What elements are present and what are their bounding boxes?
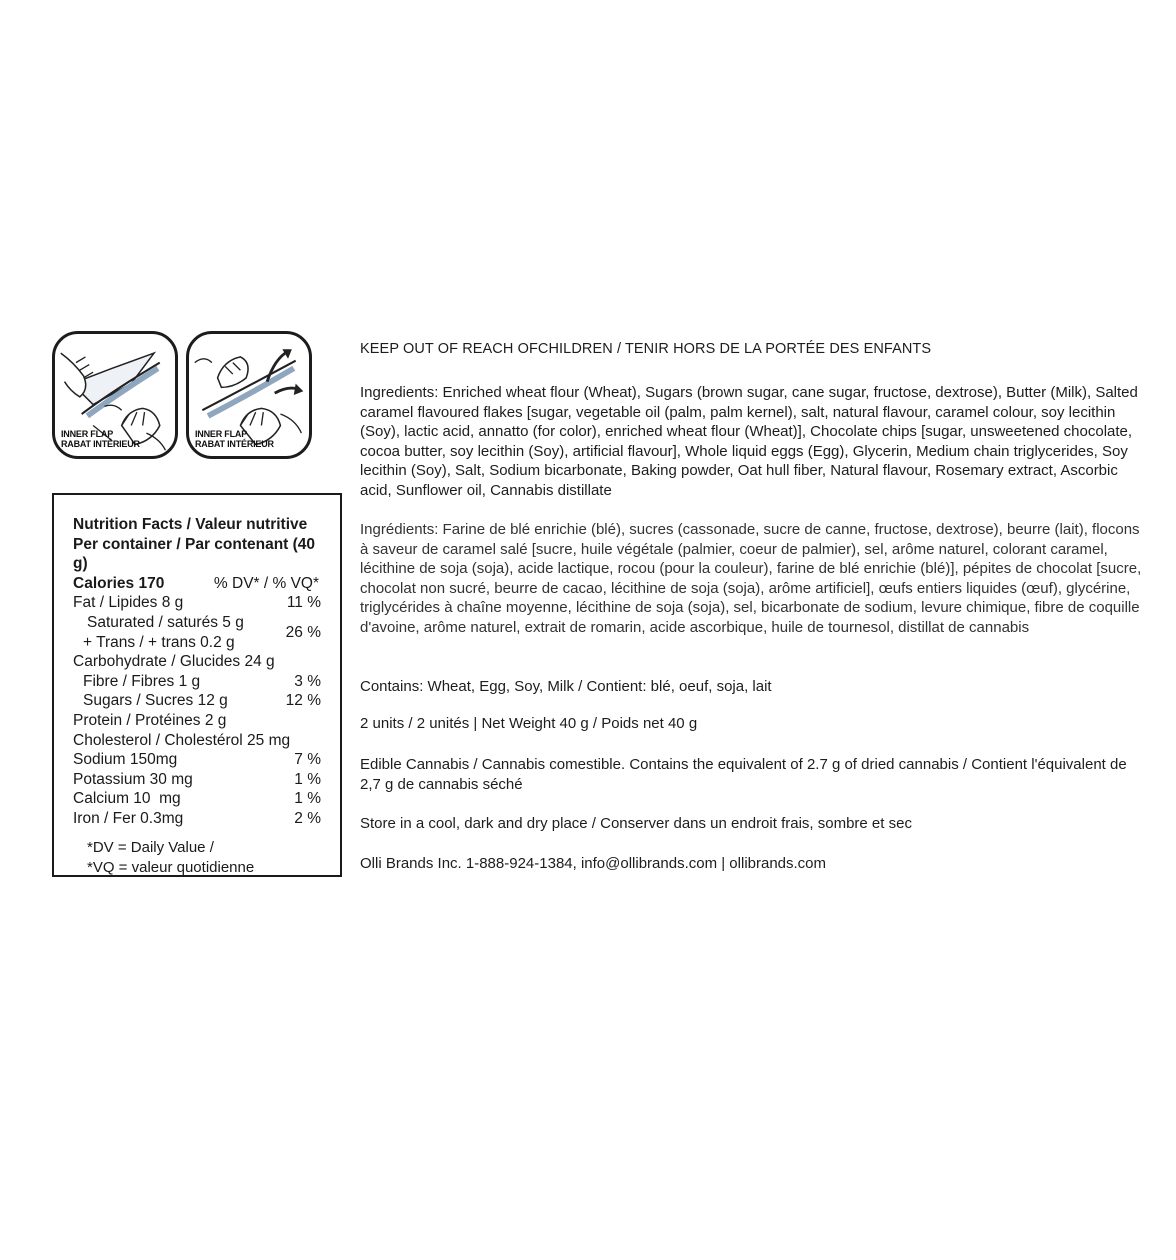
cannabis-equivalency: Edible Cannabis / Cannabis comestible. Contains the equivalent of 2.7 g of dried cannabis / Contient l'équivalent de 2,7 g de cannabis séché [360, 756, 1127, 793]
sodium-dv: 7 % [294, 751, 321, 769]
caption-fr: RABAT INTÉRIEUR [61, 439, 140, 449]
calories-label: Calories 170 [73, 574, 165, 592]
flap-caption [61, 429, 140, 449]
sugars-label: Sugars / Sucres 12 g [83, 692, 228, 710]
sugars-row [73, 691, 321, 711]
saturated-label: Saturated / saturés 5 g [87, 613, 244, 631]
open-inner-flap-step-1-icon [52, 331, 178, 459]
potassium-dv: 1 % [294, 770, 321, 788]
potassium-label: Potassium 30 mg [73, 770, 193, 788]
calories-row [73, 574, 321, 594]
open-inner-flap-step-2-icon [186, 331, 312, 459]
dv-footnote [73, 838, 321, 878]
potassium-row [73, 770, 321, 790]
company-contact: Olli Brands Inc. 1-888-924-1384, info@ollibrands.com | ollibrands.com [360, 855, 827, 872]
child-warning: KEEP OUT OF REACH OFCHILDREN / TENIR HORS DE LA PORTÉE DES ENFANTS [360, 341, 932, 357]
fibre-row [73, 672, 321, 692]
trans-label: + Trans / + trans 0.2 g [83, 633, 235, 651]
dv-header: % DV* / % VQ* [213, 574, 319, 592]
per-container: Per container / Par contenant (40 g) [73, 535, 316, 573]
ingredients-french: Ingrédients: Farine de blé enrichie (blé), sucres (cassonade, sucre de canne, fructose, dextrose), beurre (lait), flocons à saveur de caramel salé [sucre, huile végétale (palmier, coeur de palmier), sel, arôme naturel, colorant caramel, lécithine de soja (soja), acide lactique, rocou (pour la couleur), farine de blé enrichie (blé)], pépites de chocolat [sucre, chocolat non sucré, beurre de cacao, lécithine de soja (soja), arôme artificiel], œufs entiers liquides (œuf), glycérine, triglycérides à chaîne moyenne, lécithine de soja (soja), sel, bicarbonate de sodium, levure chimique, fibre de coquille d'avoine, arôme naturel, extrait de romarin, acide ascorbique, huile de tournesol, distillat de cannabis [360, 521, 1142, 636]
calcium-row [73, 789, 321, 809]
caption-en: INNER FLAP [195, 429, 248, 439]
caption-fr: RABAT INTÉRIEUR [195, 439, 274, 449]
sodium-label: Sodium 150mg [73, 751, 178, 769]
storage-instructions: Store in a cool, dark and dry place / Conserver dans un endroit frais, sombre et sec [360, 815, 912, 832]
sodium-row [73, 750, 321, 770]
allergen-statement: Contains: Wheat, Egg, Soy, Milk / Contient: blé, oeuf, soja, lait [360, 678, 772, 695]
carbohydrate-label: Carbohydrate / Glucides 24 g [73, 653, 275, 671]
iron-dv: 2 % [294, 809, 321, 827]
fat-label: Fat / Lipides 8 g [73, 594, 184, 612]
protein-label: Protein / Protéines 2 g [73, 711, 227, 729]
calcium-dv: 1 % [294, 790, 321, 808]
nutrition-facts-table [52, 493, 342, 877]
flap-caption [195, 429, 274, 449]
saturated-trans-group [73, 613, 321, 652]
cholesterol-label: Cholesterol / Cholestérol 25 mg [73, 731, 291, 749]
saturated-trans-dv: 26 % [285, 623, 321, 641]
fibre-label: Fibre / Fibres 1 g [83, 672, 201, 690]
fat-row [73, 593, 321, 613]
opening-instructions [52, 331, 314, 463]
fibre-dv: 3 % [294, 672, 321, 690]
calcium-label: Calcium 10 mg [73, 790, 181, 808]
net-weight: 2 units / 2 unités | Net Weight 40 g / Poids net 40 g [360, 715, 698, 732]
ingredients-english: Ingredients: Enriched wheat flour (Wheat), Sugars (brown sugar, cane sugar, fructose, dextrose), Butter (Milk), Salted caramel flavoured flakes [sugar, vegetable oil (palm, palm kernel), salt, natural flavour, caramel colour, soy lecithin (Soy), lactic acid, annatto (for color), enriched wheat flour (Wheat)], Chocolate chips [sugar, unsweetened chocolate, cocoa butter, soy lecithin (Soy), artificial flavour], Whole liquid eggs (Egg), Glycerin, Medium chain triglycerides, Soy lecithin (Soy), Salt, Sodium bicarbonate, Baking powder, Oat hull fiber, Natural flavour, Rosemary extract, Ascorbic acid, Sunflower oil, Cannabis distillate [360, 384, 1138, 499]
iron-label: Iron / Fer 0.3mg [73, 809, 184, 827]
sugars-dv: 12 % [285, 692, 321, 710]
cholesterol-row [73, 731, 321, 751]
footnote-dv: *DV = Daily Value / [87, 838, 214, 856]
caption-en: INNER FLAP [61, 429, 114, 439]
footnote-vq: *VQ = valeur quotidienne [87, 858, 255, 876]
fat-dv: 11 % [286, 594, 321, 612]
carbohydrate-row [73, 652, 321, 672]
iron-row [73, 809, 321, 829]
protein-row [73, 711, 321, 731]
nutrition-title: Nutrition Facts / Valeur nutritive [73, 516, 308, 533]
